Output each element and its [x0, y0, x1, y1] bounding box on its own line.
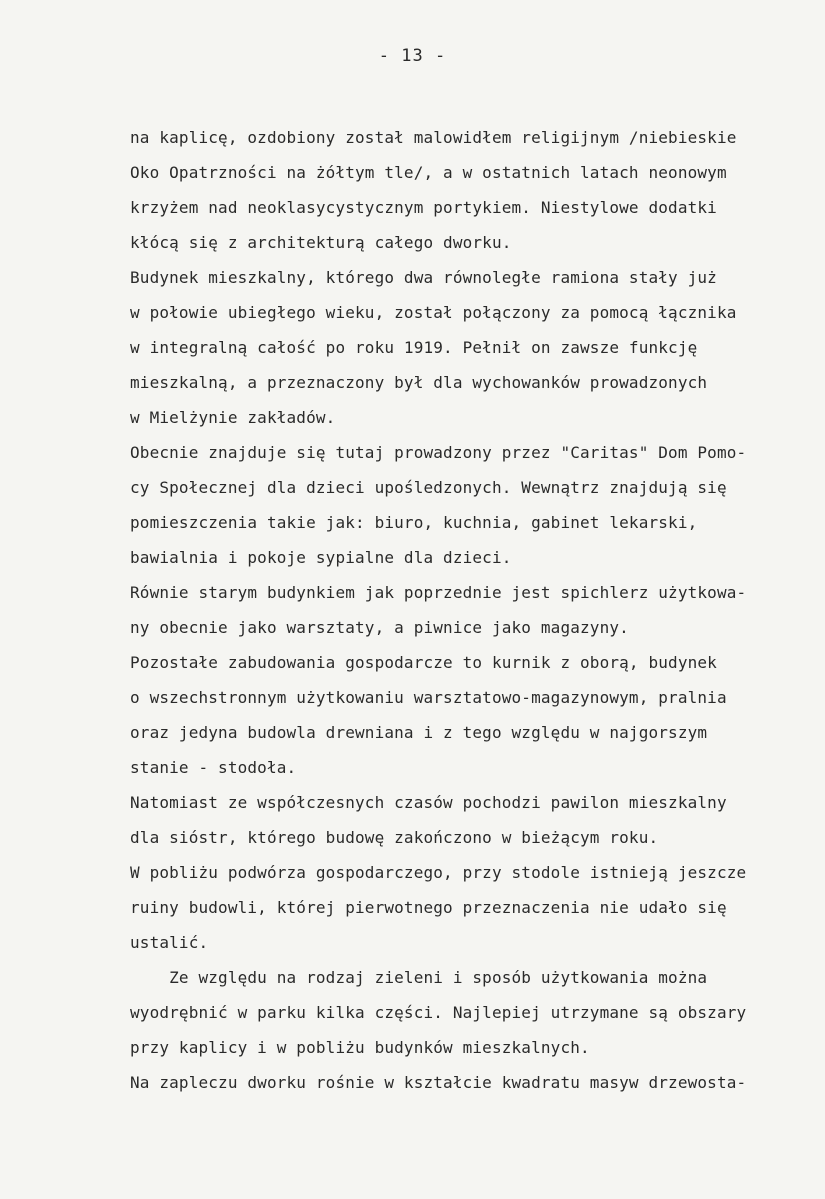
- text-line: Obecnie znajduje się tutaj prowadzony przez "Caritas" Dom Pomo-: [130, 443, 747, 462]
- text-line: przy kaplicy i w pobliżu budynków mieszkalnych.: [130, 1038, 590, 1057]
- text-line: Budynek mieszkalny, którego dwa równoległe ramiona stały już: [130, 268, 717, 287]
- text-line: dla sióstr, którego budowę zakończono w bieżącym roku.: [130, 828, 659, 847]
- text-line: w integralną całość po roku 1919. Pełnił on zawsze funkcję: [130, 338, 698, 357]
- text-line: na kaplicę, ozdobiony został malowidłem religijnym /niebieskie: [130, 128, 737, 147]
- text-line: Równie starym budynkiem jak poprzednie jest spichlerz użytkowa-: [130, 583, 747, 602]
- text-line: bawialnia i pokoje sypialne dla dzieci.: [130, 548, 512, 567]
- text-line: wyodrębnić w parku kilka części. Najlepiej utrzymane są obszary: [130, 1003, 747, 1022]
- page-number: - 13 -: [378, 46, 447, 66]
- text-line: krzyżem nad neoklasycystycznym portykiem. Niestylowe dodatki: [130, 198, 717, 217]
- text-line: kłócą się z architekturą całego dworku.: [130, 233, 512, 252]
- text-line: ruiny budowli, której pierwotnego przeznaczenia nie udało się: [130, 898, 727, 917]
- text-line: Pozostałe zabudowania gospodarcze to kurnik z oborą, budynek: [130, 653, 717, 672]
- text-line: stanie - stodoła.: [130, 758, 297, 777]
- text-line: W pobliżu podwórza gospodarczego, przy stodole istnieją jeszcze: [130, 863, 747, 882]
- text-line: w połowie ubiegłego wieku, został połączony za pomocą łącznika: [130, 303, 737, 322]
- text-line: o wszechstronnym użytkowaniu warsztatowo-magazynowym, pralnia: [130, 688, 727, 707]
- text-line: ny obecnie jako warsztaty, a piwnice jako magazyny.: [130, 618, 629, 637]
- text-line: Na zapleczu dworku rośnie w kształcie kwadratu masyw drzewosta-: [130, 1073, 747, 1092]
- text-line: mieszkalną, a przeznaczony był dla wychowanków prowadzonych: [130, 373, 708, 392]
- text-line: Natomiast ze współczesnych czasów pochodzi pawilon mieszkalny: [130, 793, 727, 812]
- text-line: Ze względu na rodzaj zieleni i sposób użytkowania można: [130, 968, 708, 987]
- text-line: oraz jedyna budowla drewniana i z tego względu w najgorszym: [130, 723, 708, 742]
- text-line: w Mielżynie zakładów.: [130, 408, 336, 427]
- text-line: ustalić.: [130, 933, 209, 952]
- text-line: pomieszczenia takie jak: biuro, kuchnia, gabinet lekarski,: [130, 513, 698, 532]
- text-line: Oko Opatrzności na żółtym tle/, a w ostatnich latach neonowym: [130, 163, 727, 182]
- text-line: cy Społecznej dla dzieci upośledzonych. Wewnątrz znajdują się: [130, 478, 727, 497]
